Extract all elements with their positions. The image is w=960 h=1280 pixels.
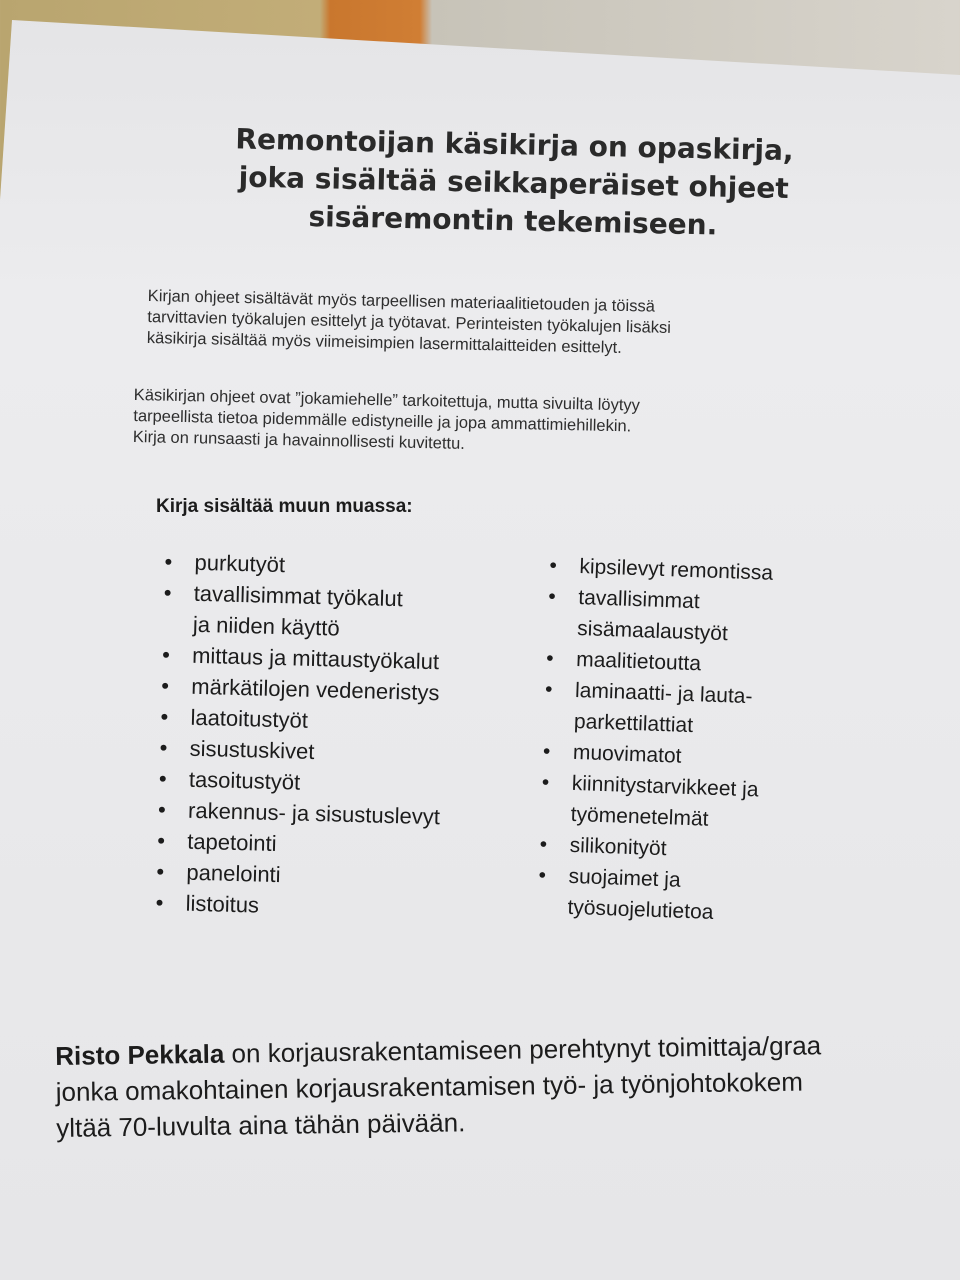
list-item-text: panelointi — [186, 859, 281, 888]
list-item-text: tasoitustyöt — [188, 766, 301, 795]
list-item-text: sisämaalaustyöt — [576, 617, 729, 646]
list-item-text: työmenetelmät — [570, 802, 709, 831]
bio-text: on korjausrakentamiseen perehtynyt toimittaja/graa — [224, 1030, 822, 1069]
list-item-text: työsuojelutietoa — [567, 895, 714, 924]
bio-text: jonka omakohtainen korjausrakentamisen työ- ja työnjohtokokem — [55, 1066, 804, 1107]
text-line: Käsikirjan ohjeet ovat ”jokamiehelle” tarkoitettuja, mutta sivuilta löytyy — [133, 385, 641, 415]
author-bio — [55, 1024, 960, 1146]
cover-headline — [118, 118, 910, 249]
list-item-text: suojaimet ja — [568, 864, 682, 892]
bullet-icon: • — [161, 641, 171, 668]
list-item — [544, 674, 770, 744]
bullet-icon: • — [549, 553, 558, 578]
list-item-text: laminaatti- ja lauta- — [574, 678, 753, 709]
bullet-icon: • — [545, 646, 554, 671]
list-item-text: maalitietoutta — [575, 647, 702, 676]
list-heading: Kirja sisältää muun muassa: — [156, 496, 413, 517]
bullet-icon: • — [158, 765, 167, 792]
bullet-icon: • — [538, 863, 547, 888]
author-name: Risto Pekkala — [55, 1038, 225, 1071]
bullet-icon: • — [164, 548, 173, 575]
bio-text: yltää 70-luvulta aina tähän päivään. — [56, 1107, 466, 1143]
list-item-text: sisustuskivet — [189, 735, 315, 764]
list-item — [163, 577, 446, 646]
bullet-icon: • — [159, 734, 168, 761]
bullet-icon: • — [539, 832, 548, 857]
list-item — [547, 581, 773, 651]
bullet-icon: • — [155, 889, 164, 916]
bullet-icon: • — [160, 703, 169, 730]
bullet-icon: • — [161, 672, 170, 699]
text-line: käsikirja sisältää myös viimeisimpien lasermittalaitteiden esittelyt. — [146, 328, 622, 357]
bullet-icon: • — [156, 858, 165, 885]
list-item-text: kipsilevyt remontissa — [579, 555, 774, 585]
list-item — [540, 767, 766, 837]
list-item-text: kiinnitystarvikkeet ja — [571, 771, 759, 802]
contents-list-right — [537, 550, 774, 930]
bullet-icon: • — [547, 584, 557, 609]
bullet-icon: • — [157, 796, 167, 823]
list-item-text: purkutyöt — [194, 549, 286, 578]
headline-line: Remontoijan käsikirja on opaskirja, — [235, 122, 794, 168]
contents-list-left — [155, 546, 447, 925]
list-item-text: rakennus- ja sisustuslevyt — [187, 797, 441, 830]
list-item-text: tavallisimmat työkalut — [193, 580, 404, 612]
bullet-icon: • — [163, 579, 172, 606]
list-item-text: laatoitustyöt — [190, 704, 309, 733]
bullet-icon: • — [542, 739, 551, 764]
bullet-icon: • — [541, 770, 550, 795]
headline-line: joka sisältää seikkaperäiset ohjeet — [238, 160, 790, 206]
list-item-text: märkätilojen vedeneristys — [191, 673, 440, 706]
list-item-text: listoitus — [185, 890, 260, 918]
headline-line: sisäremontin tekemiseen. — [308, 199, 718, 242]
text-line: tarpeellista tietoa pidemmälle edistyneille ja jopa ammattimiehillekin. — [133, 406, 632, 436]
text-line: Kirjan ohjeet sisältävät myös tarpeellisen materiaalitietouden ja töissä — [147, 286, 656, 316]
list-item-text: tapetointi — [186, 828, 277, 857]
bullet-icon: • — [544, 677, 553, 702]
list-item — [537, 860, 763, 930]
list-item-text: ja niiden käyttö — [192, 611, 341, 641]
list-item-text: muovimatot — [572, 740, 682, 768]
text-line: Kirja on runsaasti ja havainnollisesti kuvitettu. — [132, 427, 466, 453]
list-item-text: parkettilattiat — [573, 709, 694, 738]
list-item-text: silikonityöt — [569, 833, 667, 861]
bullet-icon: • — [156, 827, 166, 854]
list-item-text: mittaus ja mittaustyökalut — [191, 642, 440, 675]
list-item-text: tavallisimmat — [577, 586, 701, 614]
text-line: tarvittavien työkalujen esittelyt ja työtavat. Perinteisten työkalujen lisäksi — [147, 307, 672, 337]
